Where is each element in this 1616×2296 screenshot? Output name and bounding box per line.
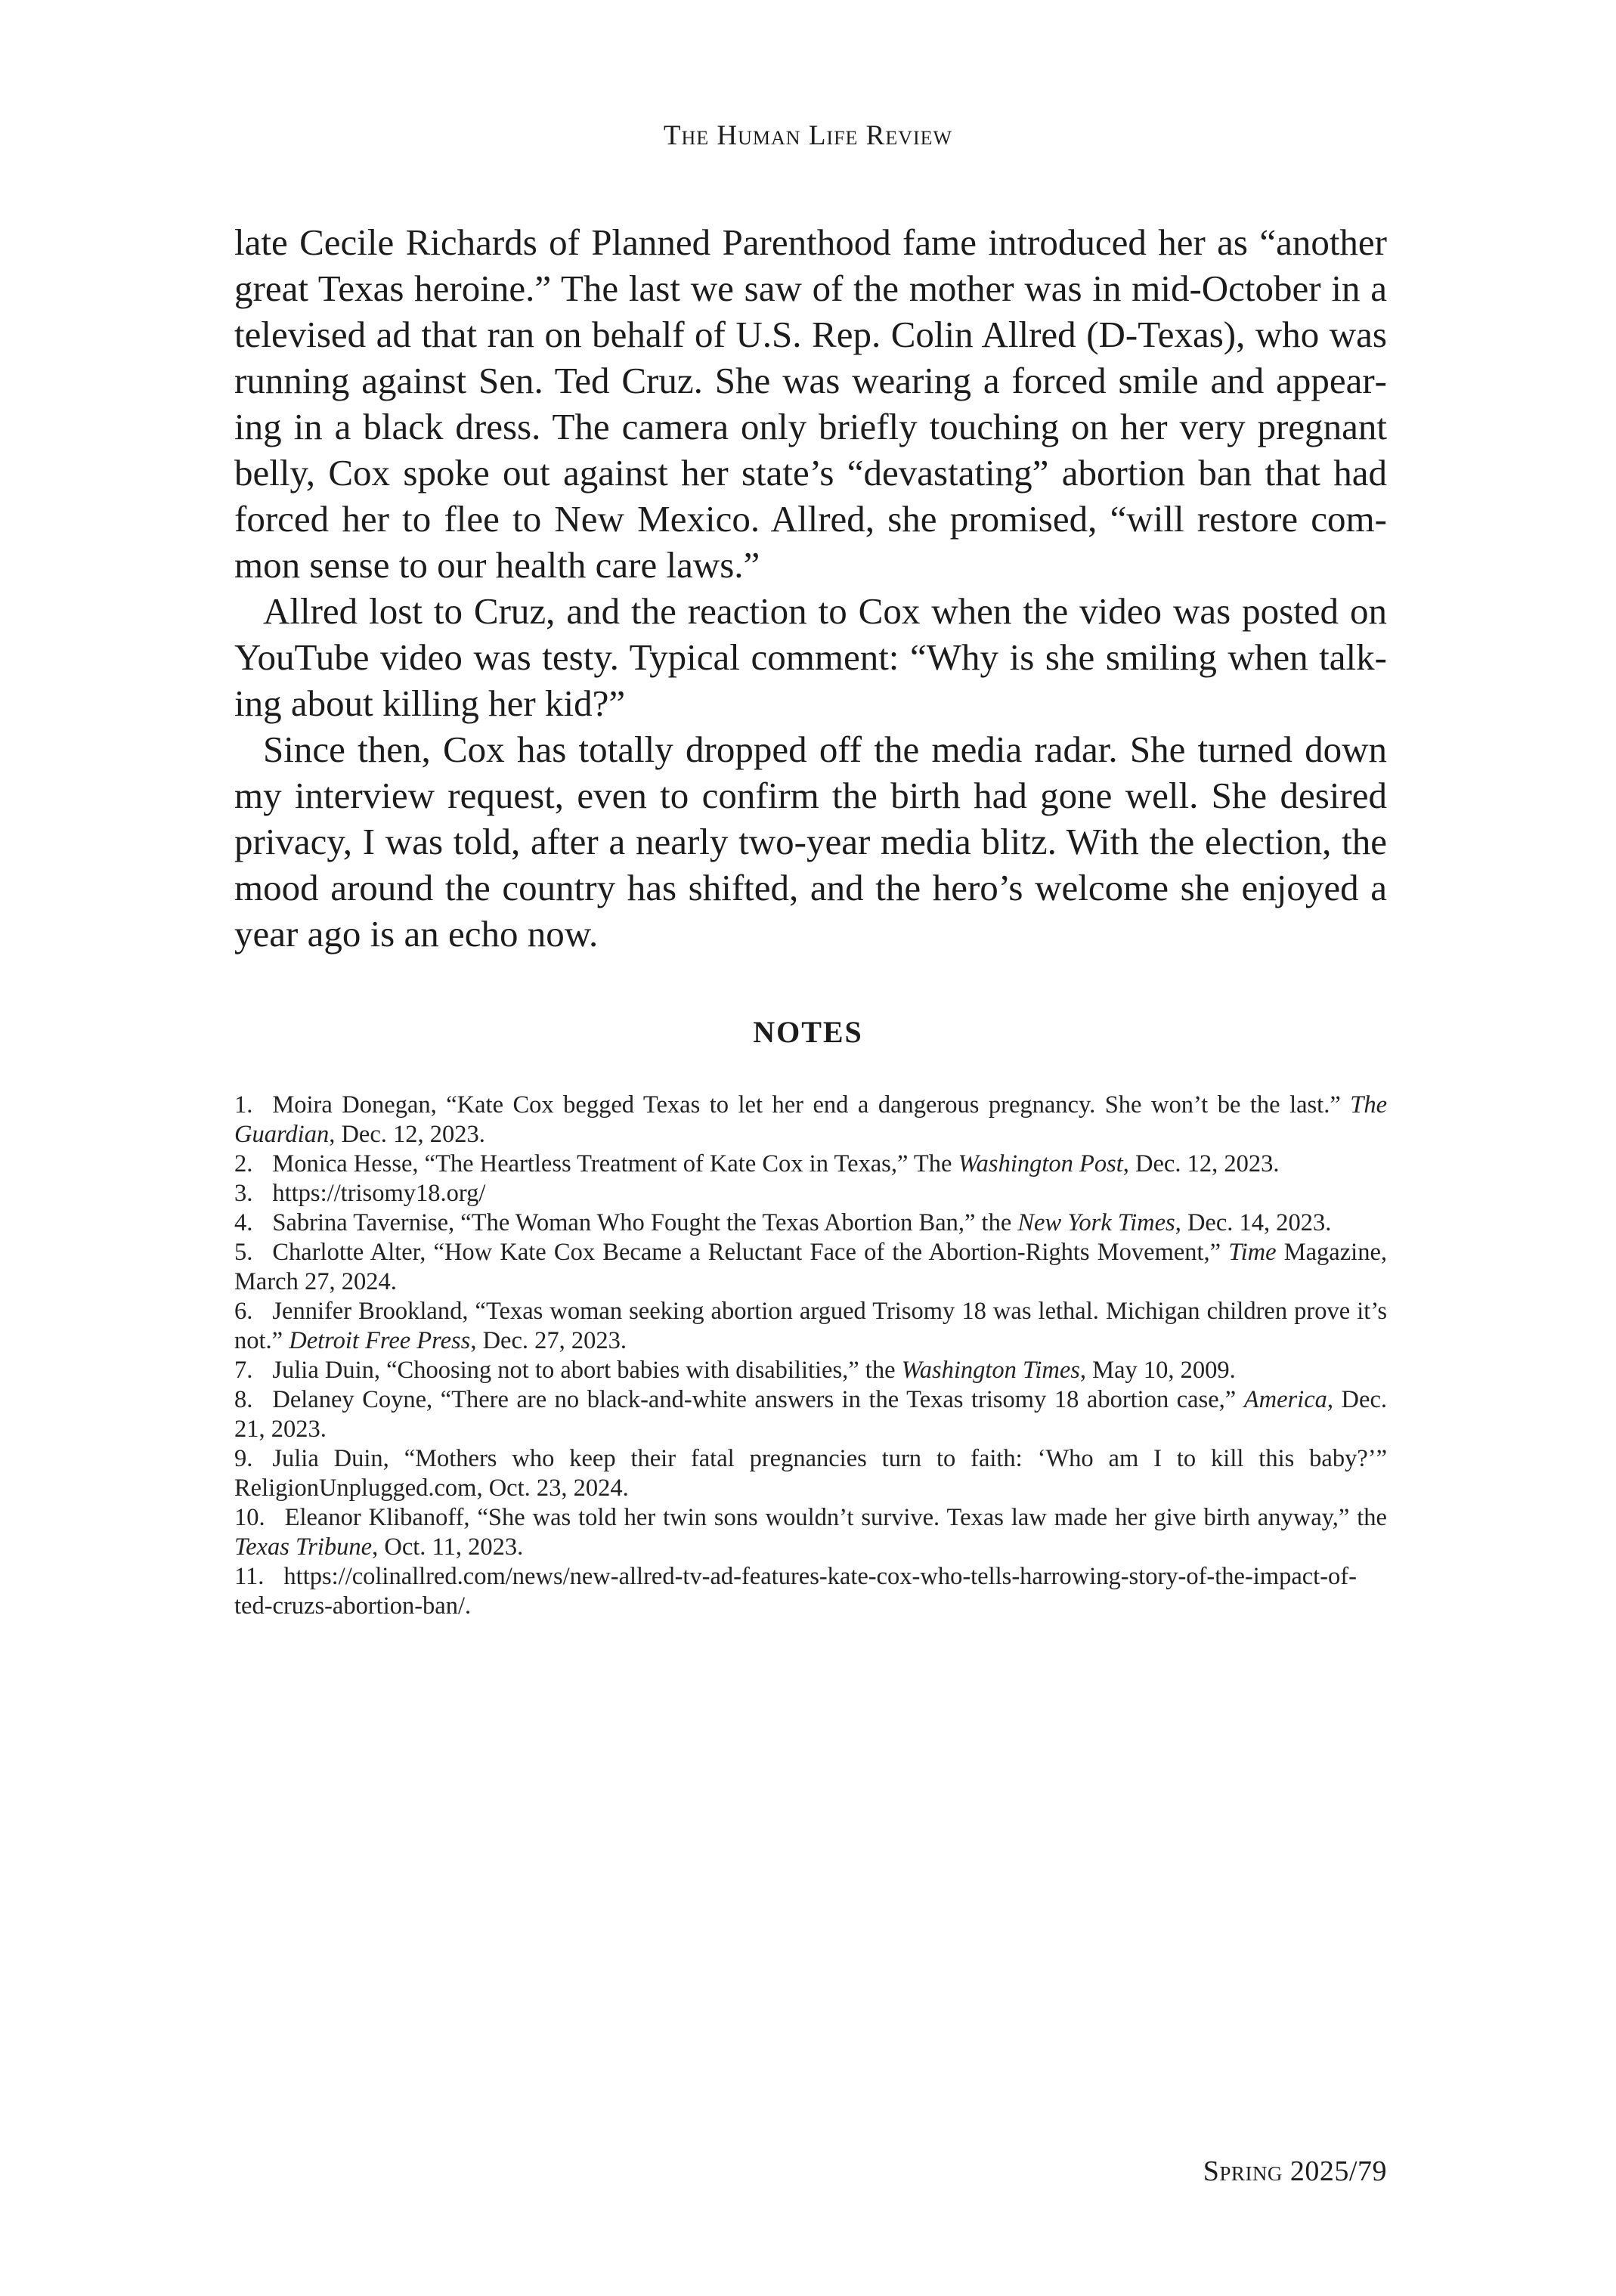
note-item — [234, 1356, 1387, 1385]
note-text: Sabrina Tavernise, “The Woman Who Fought the Texas Abortion Ban,” the — [272, 1209, 1018, 1236]
note-number: 5. — [234, 1239, 253, 1266]
note-text-end: , Dec. 27, 2023. — [470, 1327, 627, 1354]
note-number: 9. — [234, 1445, 253, 1472]
note-text: Delaney Coyne, “There are no black-and-white answers in the Texas trisomy 18 abortion case,” — [272, 1386, 1244, 1413]
note-text: Monica Hesse, “The Heartless Treatment of Kate Cox in Texas,” The — [272, 1150, 958, 1177]
article-body — [234, 219, 1387, 957]
note-number: 8. — [234, 1386, 253, 1413]
body-paragraph: Allred lost to Cruz, and the reaction to Cox when the video was posted on YouTube video was testy. Typical comment: “Why is she smiling when talking about killing her kid?” — [234, 590, 1387, 724]
note-publication: Texas Tribune — [234, 1533, 373, 1561]
note-number: 11. — [234, 1563, 265, 1590]
note-text: Julia Duin, “Mothers who keep their fatal pregnancies turn to faith: ‘Who am I to kill this baby?’” ReligionUnplugged.com, Oct. 23, 2024. — [234, 1445, 1387, 1502]
note-url[interactable]: https://colinallred.com/news/new-allred-tv-ad-features-kate-cox-who-tells-harrowing-story-of-the-impact-of-ted-cruzs-abortion-ban/. — [234, 1563, 1357, 1620]
note-number: 10. — [234, 1504, 265, 1531]
note-item — [234, 1150, 1387, 1179]
running-head: The Human Life Review — [663, 120, 953, 151]
note-text: Charlotte Alter, “How Kate Cox Became a Reluctant Face of the Abortion-Rights Movement,” — [272, 1239, 1229, 1266]
note-number: 4. — [234, 1209, 253, 1236]
note-item — [234, 1503, 1387, 1562]
note-item — [234, 1179, 1387, 1208]
note-publication: Washington Times — [901, 1357, 1080, 1384]
body-paragraph: Since then, Cox has totally dropped off the media radar. She turned down my interview request, even to confirm the birth had gone well. She desired privacy, I was told, after a nearly two-year media blitz. With the election, the mood around the country has shifted, and the hero’s welcome she enjoyed a year ago is an echo now. — [234, 729, 1387, 955]
note-item — [234, 1562, 1387, 1621]
note-item — [234, 1444, 1387, 1503]
body-paragraph: late Cecile Richards of Planned Parenthood fame introduced her as “another great Texas heroine.” The last we saw of the mother was in mid-October in a televised ad that ran on behalf of U.S. Rep. Colin Allred (D-Texas), who was running against Sen. Ted Cruz. She was wearing a forced smile and appearing in a black dress. The camera only briefly touching on her very pregnant belly, Cox spoke out against her state’s “devastating” abortion ban that had forced her to flee to New Mexico. Allred, she promised, “will restore common sense to our health care laws.” — [234, 221, 1387, 586]
notes-list — [234, 1091, 1387, 1621]
note-text: Jennifer Brookland, “Texas woman seeking abortion argued Trisomy 18 was lethal. Michigan children prove it’s not.” — [234, 1298, 1387, 1354]
note-number: 3. — [234, 1180, 253, 1207]
note-publication: America — [1243, 1386, 1327, 1413]
note-text-end: , Oct. 11, 2023. — [372, 1533, 524, 1561]
note-text-end: , Dec. 12, 2023. — [1122, 1150, 1280, 1177]
note-text: Julia Duin, “Choosing not to abort babies with disabilities,” the — [272, 1357, 902, 1384]
note-item — [234, 1297, 1387, 1356]
note-publication: Detroit Free Press — [289, 1327, 471, 1354]
note-item — [234, 1208, 1387, 1238]
note-text: Moira Donegan, “Kate Cox begged Texas to let her end a dangerous pregnancy. She won’t be the last.” — [272, 1091, 1351, 1119]
note-url[interactable]: https://trisomy18.org/ — [272, 1180, 486, 1207]
note-text-end: , Dec. 12, 2023. — [329, 1121, 485, 1148]
note-publication: New York Times — [1017, 1209, 1175, 1236]
note-text-end: , Dec. 14, 2023. — [1175, 1209, 1332, 1236]
note-number: 6. — [234, 1298, 253, 1325]
note-number: 7. — [234, 1357, 253, 1384]
note-publication: Washington Post — [958, 1150, 1123, 1177]
note-publication: The Guardian — [234, 1091, 1387, 1148]
notes-heading: NOTES — [753, 1015, 863, 1049]
page-folio: Spring 2025/79 — [1203, 2155, 1387, 2187]
note-item — [234, 1238, 1387, 1297]
note-number: 2. — [234, 1150, 253, 1177]
note-text-end: , May 10, 2009. — [1079, 1357, 1236, 1384]
note-publication: Time — [1228, 1239, 1277, 1266]
note-number: 1. — [234, 1091, 253, 1119]
note-item — [234, 1091, 1387, 1150]
note-item — [234, 1385, 1387, 1444]
note-text: Eleanor Klibanoff, “She was told her twin sons wouldn’t survive. Texas law made her give birth anyway,” the — [284, 1504, 1387, 1531]
note-text-end: , Dec. 21, 2023. — [234, 1386, 1387, 1443]
note-text-end: Magazine, March 27, 2024. — [234, 1239, 1387, 1295]
